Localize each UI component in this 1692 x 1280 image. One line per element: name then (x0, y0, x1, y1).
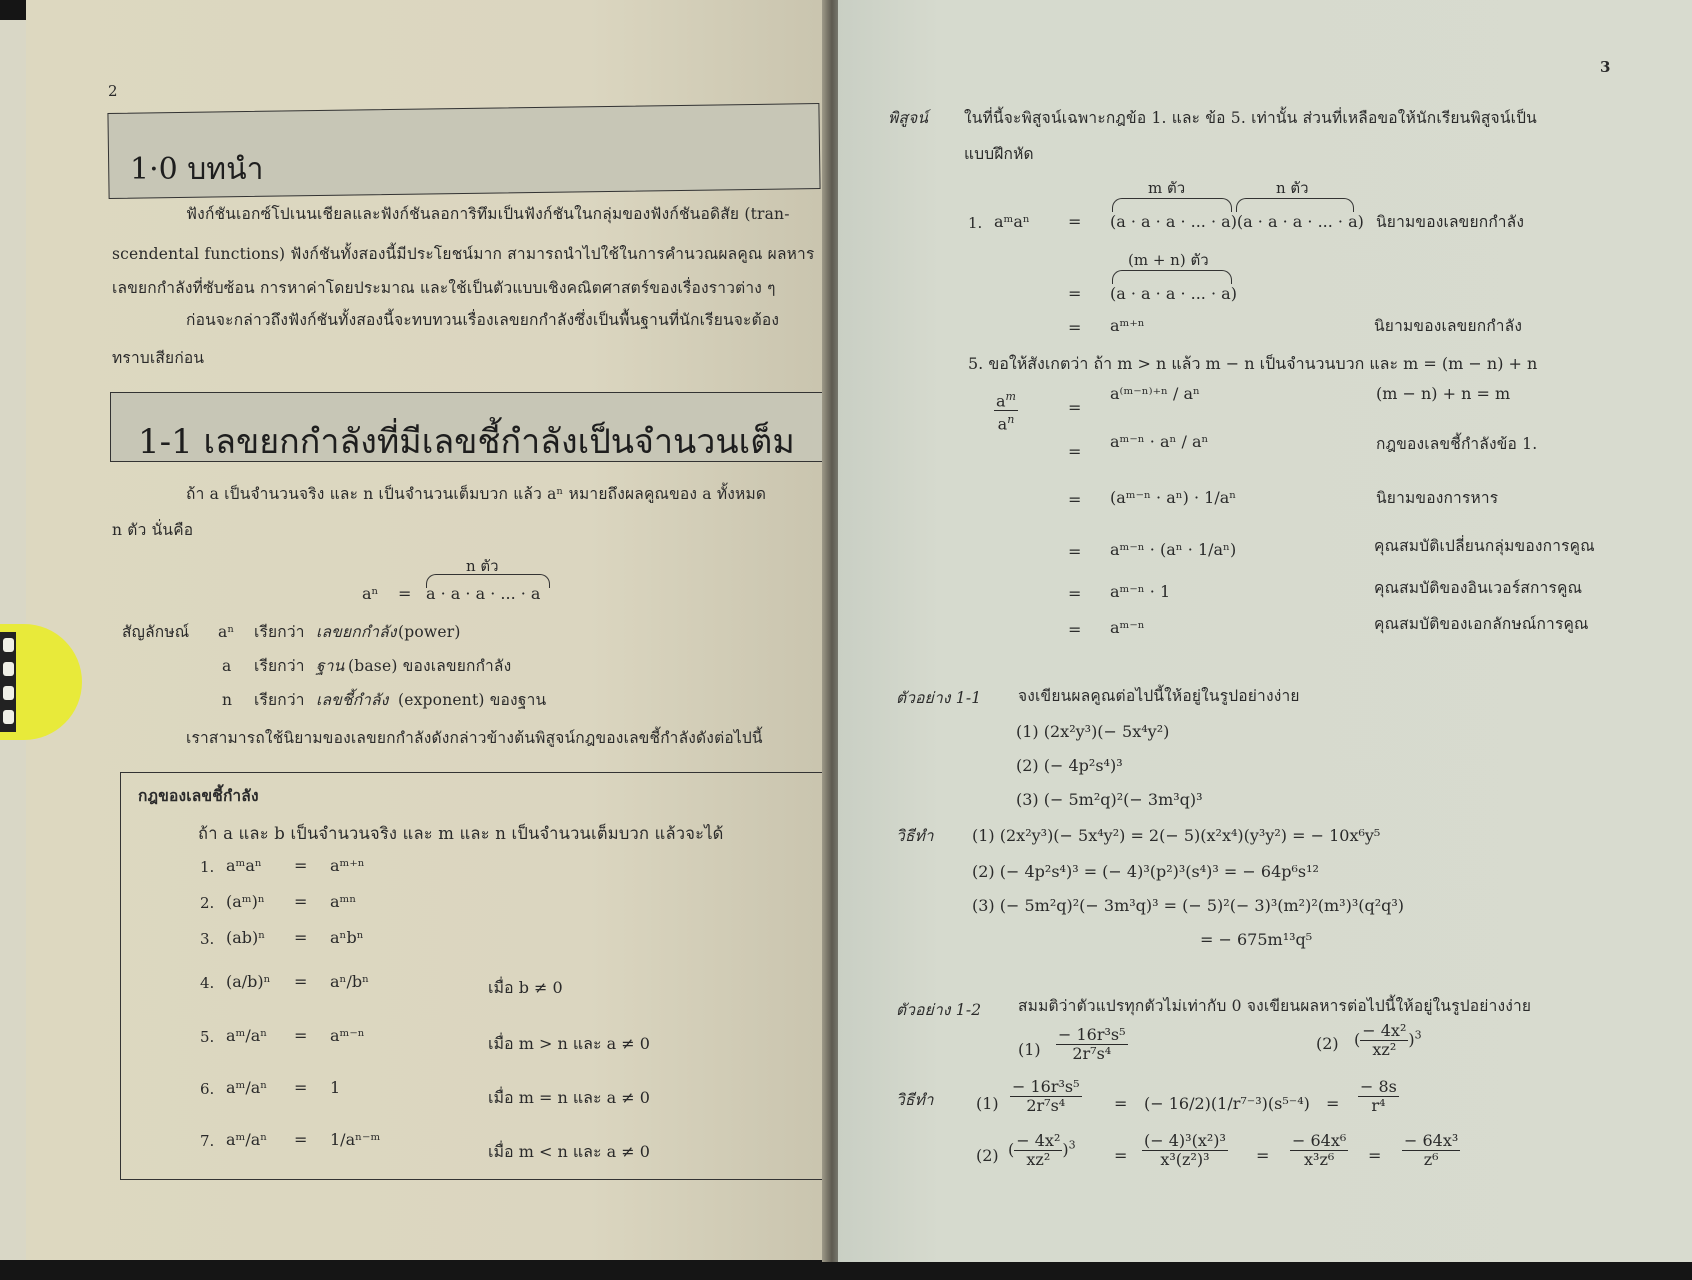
rule-lhs: (a/b)ⁿ (226, 972, 271, 991)
symbol-term: a (222, 657, 232, 675)
equals-sign: = (1068, 442, 1082, 461)
brace (1112, 198, 1232, 212)
proof-expression: (a · a · a · ... · a)(a · a · a · ... · a) (1110, 212, 1364, 231)
proof-step-reason: คุณสมบัติเปลี่ยนกลุ่มของการคูณ (1374, 537, 1595, 555)
rule-number: 5. (200, 1028, 215, 1046)
example-text: จงเขียนผลคูณต่อไปนี้ให้อยู่ในรูปอย่างง่าย (1018, 687, 1300, 705)
rule-number: 7. (200, 1132, 215, 1150)
equals-sign: = (294, 972, 308, 991)
proof-statement: 5. ขอให้สังเกตว่า ถ้า m > n แล้ว m − n เป็นจำนวนบวก และ m = (m − n) + n (968, 354, 1538, 373)
definition-rhs: a · a · a · ... · a (426, 584, 541, 603)
equals-sign: = (1068, 490, 1082, 509)
symbol-english: (base) ของเลขยกกำลัง (348, 657, 512, 675)
proof-text: แบบฝึกหัด (964, 145, 1034, 163)
example-label: ตัวอย่าง 1-2 (896, 1001, 982, 1019)
equals-sign: = (1068, 584, 1082, 603)
rule-number: 6. (200, 1080, 215, 1098)
proof-lhs: aᵐaⁿ (994, 212, 1030, 231)
equals-sign: = (1256, 1146, 1270, 1165)
proof-step-expression: aᵐ⁻ⁿ · 1 (1110, 582, 1171, 601)
symbol-english: (exponent) ของฐาน (398, 691, 547, 709)
example-item: $\frac{\text{− 16r³s⁵}}{\text{2r⁷s⁴}}$ (1058, 1025, 1126, 1063)
section-heading: 1·0 บทนำ (130, 152, 264, 187)
paragraph: เลขยกกำลังที่ซับซ้อน การหาค่าโดยประมาณ และใช้เป็นตัวแบบเชิงคณิตศาสตร์ของเรื่องราวต่าง ๆ (112, 279, 776, 297)
brace (1236, 198, 1354, 212)
equals-sign: = (1114, 1094, 1128, 1113)
film-hole (3, 710, 14, 724)
film-hole (3, 638, 14, 652)
solution-step: $\frac{\text{(− 4)³(x²)³}}{\text{x³(z²)³}}$ (1144, 1131, 1226, 1169)
film-strip-icon (0, 632, 16, 732)
paragraph: ถ้า a เป็นจำนวนจริง และ n เป็นจำนวนเต็มบวก แล้ว aⁿ หมายถึงผลคูณของ a ทั้งหมด (186, 485, 767, 503)
proof-step-expression: aᵐ⁻ⁿ · aⁿ / aⁿ (1110, 432, 1209, 451)
paragraph: scendental functions) ฟังก์ชันทั้งสองนี้มีประโยชน์มาก สามารถนำไปใช้ในการคำนวณผลคูณ ผลหาร (112, 245, 815, 263)
proof-lhs: $\frac{a^m}{a^n}$ (996, 390, 1016, 434)
rule-condition: เมื่อ m = n และ a ≠ 0 (488, 1088, 650, 1107)
symbol-label: สัญลักษณ์ (122, 623, 190, 641)
solution-label: วิธีทำ (896, 827, 934, 845)
rule-rhs: aᵐⁿ (330, 892, 357, 911)
example-text: สมมติว่าตัวแปรทุกตัวไม่เท่ากับ 0 จงเขียนผลหารต่อไปนี้ให้อยู่ในรูปอย่างง่าย (1018, 997, 1532, 1015)
brace-label: m ตัว (1148, 179, 1186, 197)
equals-sign: = (1068, 284, 1082, 303)
rule-rhs: aⁿbⁿ (330, 928, 364, 947)
symbol-english: (power) (398, 623, 461, 641)
paragraph: เราสามารถใช้นิยามของเลขยกกำลังดังกล่าวข้างต้นพิสูจน์กฎของเลขชี้กำลังดังต่อไปนี้ (186, 729, 763, 747)
rule-condition: เมื่อ m > n และ a ≠ 0 (488, 1034, 650, 1053)
solution-line: (2) (− 4p²s⁴)³ = (− 4)³(p²)³(s⁴)³ = − 64p⁶s¹² (972, 862, 1319, 881)
rule-lhs: (ab)ⁿ (226, 928, 266, 947)
solution-result: $\frac{- 8s}{\text{r⁴}}$ (1360, 1077, 1397, 1115)
proof-expression: aᵐ⁺ⁿ (1110, 316, 1145, 335)
equals-sign: = (294, 892, 308, 911)
equals-sign: = (1068, 620, 1082, 639)
brace (1112, 270, 1232, 284)
equals-sign: = (1068, 398, 1082, 417)
proof-step-expression: a⁽ᵐ⁻ⁿ⁾⁺ⁿ / aⁿ (1110, 384, 1200, 403)
page-number: 2 (108, 82, 118, 100)
solution-label: วิธีทำ (896, 1091, 934, 1109)
paragraph: ฟังก์ชันเอกซ์โปเนนเชียลและฟังก์ชันลอการิทึมเป็นฟังก์ชันในกลุ่มของฟังก์ชันอดิสัย (tran- (186, 205, 790, 223)
solution-line: $\frac{\text{− 16r³s⁵}}{\text{2r⁷s⁴}}$ (1012, 1077, 1080, 1115)
brace-label: n ตัว (466, 557, 499, 575)
solution-number: (2) (976, 1146, 999, 1165)
proof-step-expression: (aᵐ⁻ⁿ · aⁿ) · 1/aⁿ (1110, 488, 1237, 507)
bookmark-clip (0, 624, 82, 740)
symbol-name: ฐาน (316, 657, 345, 675)
rule-rhs: 1/aⁿ⁻ᵐ (330, 1130, 381, 1149)
solution-number: (1) (976, 1094, 999, 1113)
paragraph: n ตัว นั่นคือ (112, 521, 194, 539)
definition-lhs: aⁿ (362, 584, 379, 603)
equals-sign: = (398, 584, 412, 603)
equals-sign: = (1068, 542, 1082, 561)
solution-line: (1) (2x²y³)(− 5x⁴y²) = 2(− 5)(x²x⁴)(y³y²) = − 10x⁶y⁵ (972, 826, 1381, 845)
paragraph: ทราบเสียก่อน (112, 349, 205, 367)
rule-condition: เมื่อ m < n และ a ≠ 0 (488, 1142, 650, 1161)
solution-step: $\frac{\text{− 64x⁶}}{\text{x³z⁶}}$ (1292, 1131, 1347, 1169)
film-hole (3, 686, 14, 700)
proof-reason: นิยามของเลขยกกำลัง (1376, 213, 1525, 231)
equals-sign: = (294, 856, 308, 875)
film-hole (3, 662, 14, 676)
symbol-name: เลขชี้กำลัง (316, 691, 389, 709)
symbol-called: เรียกว่า (254, 657, 305, 675)
proof-step-reason: คุณสมบัติของอินเวอร์สการคูณ (1374, 579, 1583, 597)
equals-sign: = (1068, 212, 1082, 231)
proof-step-reason: กฎของเลขชี้กำลังข้อ 1. (1376, 435, 1538, 453)
rules-title: กฎของเลขชี้กำลัง (138, 786, 259, 805)
equals-sign: = (1326, 1094, 1340, 1113)
solution-line: ( $\frac{\text{− 4x²}}{\text{xz²}}$ )$^3$ (1008, 1131, 1076, 1169)
rule-lhs: aᵐ/aⁿ (226, 1078, 268, 1097)
proof-step-expression: aᵐ⁻ⁿ · (aⁿ · 1/aⁿ) (1110, 540, 1237, 559)
symbol-called: เรียกว่า (254, 623, 305, 641)
equals-sign: = (294, 1026, 308, 1045)
symbol-term: n (222, 691, 233, 709)
section-heading: 1-1 เลขยกกำลังที่มีเลขชี้กำลังเป็นจำนวนเต็ม (138, 422, 795, 462)
rule-rhs: 1 (330, 1078, 341, 1097)
example-item: (2) (− 4p²s⁴)³ (1016, 756, 1123, 775)
proof-step-reason: นิยามของการหาร (1376, 489, 1499, 507)
proof-label: พิสูจน์ (888, 109, 929, 127)
right-page (838, 0, 1692, 1262)
equals-sign: = (294, 1078, 308, 1097)
left-page (26, 0, 830, 1260)
solution-step: (− 16/2)(1/r⁷⁻³)(s⁵⁻⁴) (1144, 1094, 1310, 1113)
equals-sign: = (1068, 318, 1082, 337)
example-item-number: (2) (1316, 1034, 1339, 1053)
solution-line: = − 675m¹³q⁵ (1200, 930, 1313, 949)
solution-line: (3) (− 5m²q)²(− 3m³q)³ = (− 5)²(− 3)³(m²)²(m³)³(q²q³) (972, 896, 1405, 915)
rule-lhs: (aᵐ)ⁿ (226, 892, 265, 911)
proof-step-reason: (m − n) + n = m (1376, 384, 1511, 403)
equals-sign: = (1368, 1146, 1382, 1165)
rule-rhs: aᵐ⁻ⁿ (330, 1026, 365, 1045)
equals-sign: = (294, 928, 308, 947)
rule-rhs: aᵐ⁺ⁿ (330, 856, 365, 875)
rule-number: 1. (200, 858, 215, 876)
example-item: (3) (− 5m²q)²(− 3m³q)³ (1016, 790, 1203, 809)
rule-number: 4. (200, 974, 215, 992)
example-item: (1) (2x²y³)(− 5x⁴y²) (1016, 722, 1170, 741)
rule-number: 2. (200, 894, 215, 912)
proof-step-expression: aᵐ⁻ⁿ (1110, 618, 1145, 637)
rule-condition: เมื่อ b ≠ 0 (488, 978, 563, 997)
rule-lhs: aᵐ/aⁿ (226, 1130, 268, 1149)
rules-intro: ถ้า a และ b เป็นจำนวนจริง และ m และ n เป็นจำนวนเต็มบวก แล้วจะได้ (198, 824, 724, 843)
solution-result: $\frac{\text{− 64x³}}{\text{z⁶}}$ (1404, 1131, 1459, 1169)
page-number: 3 (1600, 58, 1611, 76)
proof-expression: (a · a · a · ... · a) (1110, 284, 1237, 303)
proof-reason: นิยามของเลขยกกำลัง (1374, 317, 1523, 335)
proof-step-reason: คุณสมบัติของเอกลักษณ์การคูณ (1374, 615, 1589, 633)
example-item-number: (1) (1018, 1040, 1041, 1059)
rule-lhs: aᵐaⁿ (226, 856, 262, 875)
symbol-term: aⁿ (218, 623, 235, 641)
paragraph: ก่อนจะกล่าวถึงฟังก์ชันทั้งสองนี้จะทบทวนเรื่องเลขยกกำลังซึ่งเป็นพื้นฐานที่นักเรียนจะต้อง (186, 311, 780, 329)
rule-rhs: aⁿ/bⁿ (330, 972, 370, 991)
rule-lhs: aᵐ/aⁿ (226, 1026, 268, 1045)
brace-label: n ตัว (1276, 179, 1309, 197)
proof-text: ในที่นี้จะพิสูจน์เฉพาะกฎข้อ 1. และ ข้อ 5. เท่านั้น ส่วนที่เหลือขอให้นักเรียนพิสูจน์เป็น (964, 109, 1537, 127)
example-item: ( $\frac{\text{− 4x²}}{\text{xz²}}$ )$^3$ (1354, 1021, 1422, 1059)
brace-label: (m + n) ตัว (1128, 251, 1209, 269)
symbol-called: เรียกว่า (254, 691, 305, 709)
rule-number: 3. (200, 930, 215, 948)
symbol-name: เลขยกกำลัง (316, 623, 397, 641)
equals-sign: = (1114, 1146, 1128, 1165)
proof-item-number: 1. (968, 214, 983, 232)
equals-sign: = (294, 1130, 308, 1149)
example-label: ตัวอย่าง 1-1 (896, 689, 982, 707)
